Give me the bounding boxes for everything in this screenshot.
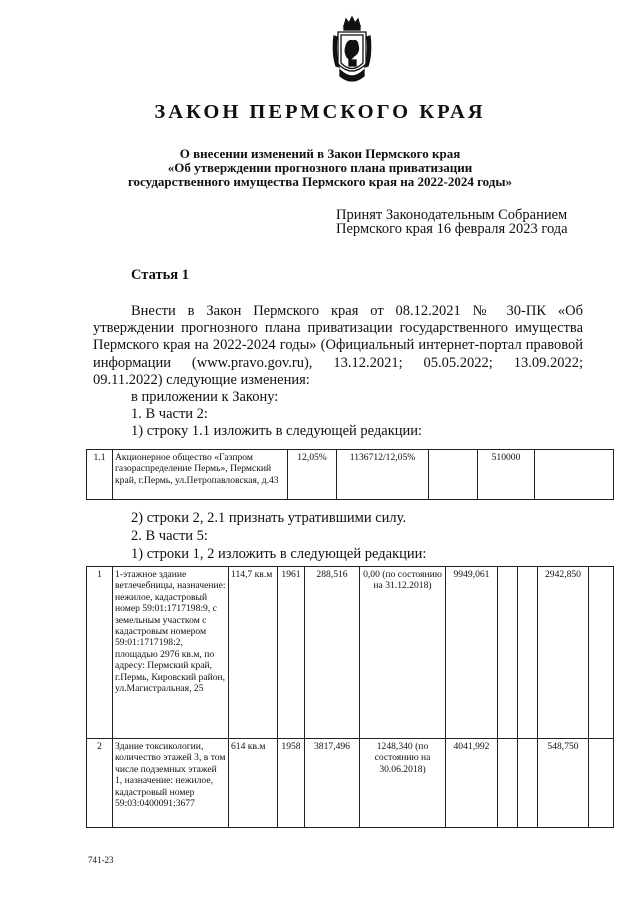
table-cell: 510000: [478, 450, 535, 500]
body-line: 2. В части 5:: [131, 528, 208, 544]
table-cell: [518, 567, 538, 739]
subtitle-line: «Об утверждении прогнозного плана приватизации: [167, 160, 473, 175]
body-line: 2) строки 2, 2.1 признать утратившими силу.: [131, 510, 407, 526]
body-line: 1. В части 2:: [131, 406, 208, 423]
subtitle-line: государственного имущества Пермского края на 2022-2024 годы»: [127, 174, 513, 189]
adoption-line: Принят Законодательным Собранием: [336, 207, 568, 223]
table-row: [87, 450, 614, 500]
subtitle-line: О внесении изменений в Закон Пермского края: [179, 146, 461, 161]
adoption-line: Пермского края 16 февраля 2023 года: [336, 221, 568, 237]
table-cell: 114,7 кв.м: [229, 567, 278, 739]
table-cell: 1248,340 (по состоянию на 30.06.2018): [360, 739, 446, 828]
table-cell: 1136712/12,05%: [337, 450, 429, 500]
table-cell: 1961: [278, 567, 305, 739]
table-part2-row: [86, 449, 614, 500]
table-cell: 614 кв.м: [229, 739, 278, 828]
coat-of-arms-emblem: [330, 14, 374, 86]
table-cell: [589, 567, 614, 739]
table-cell: 4041,992: [446, 739, 498, 828]
table-cell: [498, 567, 518, 739]
table-cell: 1-этажное здание ветлечебницы, назначение: нежилое, кадастровый номер 59:01:1717198:9, с земельным участком с кадастровым номером 59:01:1717198:2, площадью 2976 кв.м, по адресу: Пермский край, г.Пермь, Кировский район, ул.Магистральная, 25: [113, 567, 229, 739]
table-cell: 548,750: [538, 739, 589, 828]
law-subtitle: [90, 147, 550, 189]
table-cell: Акционерное общество «Газпром газораспределение Пермь», Пермский край, г.Пермь, ул.Петропавловская, д.43: [113, 450, 288, 500]
intro-paragraph: Внести в Закон Пермского края от 08.12.2021 № 30-ПК «Об утверждении прогнозного плана приватизации государственного имущества Пермского края на 2022-2024 годы» (Официальный интернет-портал правовой информации (www.pravo.gov.ru), 13.12.2021; 05.05.2022; 13.09.2022; 09.11.2022) следующие изменения:: [93, 303, 583, 388]
table-cell: [429, 450, 478, 500]
table-cell: [518, 739, 538, 828]
table-cell: 1.1: [87, 450, 113, 500]
table-part5-rows: [86, 566, 614, 828]
table-cell: [589, 739, 614, 828]
body-line: 1) строку 1.1 изложить в следующей редакции:: [131, 423, 423, 440]
law-title: ЗАКОН ПЕРМСКОГО КРАЯ: [154, 101, 486, 123]
table-cell: 1: [87, 567, 113, 739]
document-code: 741-23: [88, 855, 114, 865]
article-heading: Статья 1: [131, 267, 189, 283]
table-cell: 12,05%: [288, 450, 337, 500]
table-cell: 288,516: [305, 567, 360, 739]
table-cell: 0,00 (по состоянию на 31.12.2018): [360, 567, 446, 739]
table-cell: 1958: [278, 739, 305, 828]
adoption-note: [336, 208, 596, 236]
table-row: [87, 567, 614, 739]
table-row: [87, 739, 614, 828]
table-cell: Здание токсикологии, количество этажей 3, в том числе подземных этажей 1, назначение: нежилое, кадастровый номер 59:03:0400091:3677: [113, 739, 229, 828]
table-cell: [535, 450, 614, 500]
table-cell: 2: [87, 739, 113, 828]
amendment-text: [93, 303, 583, 441]
table-cell: 3817,496: [305, 739, 360, 828]
body-line: в приложении к Закону:: [131, 389, 279, 406]
table-cell: [498, 739, 518, 828]
body-line: 1) строки 1, 2 изложить в следующей редакции:: [131, 546, 427, 562]
table-cell: 2942,850: [538, 567, 589, 739]
table-cell: 9949,061: [446, 567, 498, 739]
